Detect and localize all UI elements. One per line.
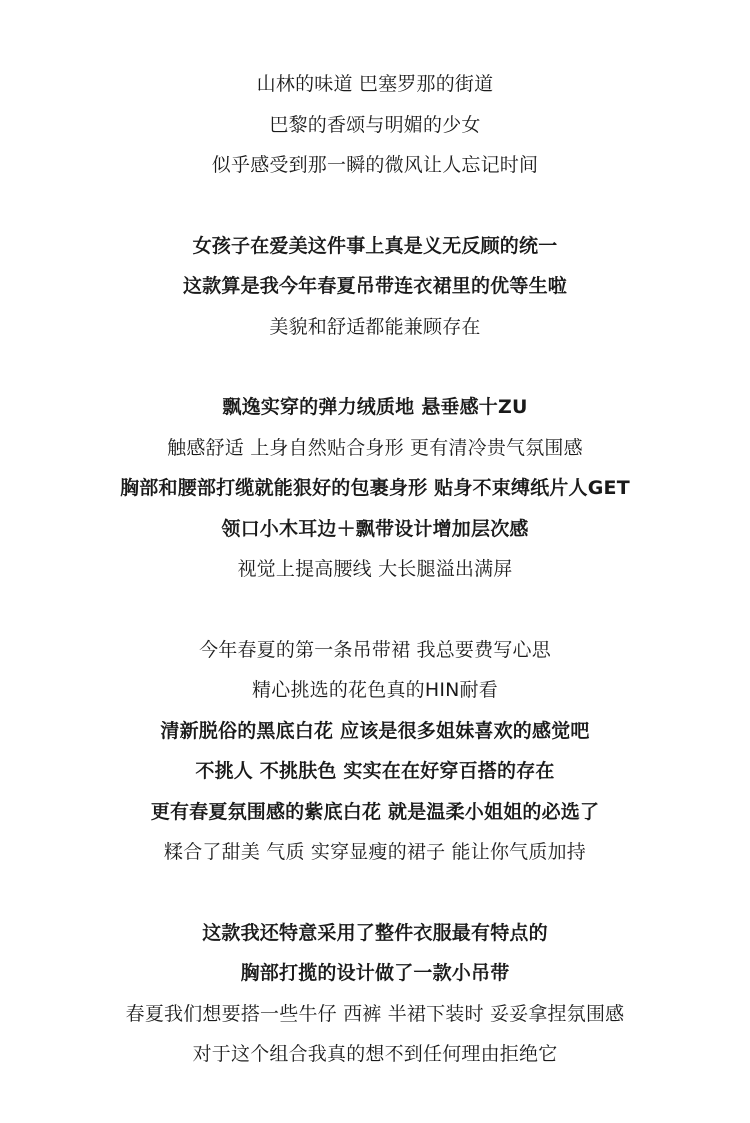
text-line: 触感舒适 上身自然贴合身形 更有清冷贵气氛围感 xyxy=(167,436,583,459)
paragraph-2 xyxy=(0,226,750,348)
text-line: 视觉上提高腰线 大长腿溢出满屏 xyxy=(237,558,513,580)
text-line-bold: 不挑人 不挑肤色 实实在在好穿百搭的存在 xyxy=(195,760,555,782)
text-line: 对于这个组合我真的想不到任何理由拒绝它 xyxy=(192,1043,558,1065)
text-line-bold: 胸部打揽的设计做了一款小吊带 xyxy=(240,962,510,984)
text-line: 精心挑选的花色真的HIN耐看 xyxy=(252,679,498,701)
text-line-bold: 这款算是我今年春夏吊带连衣裙里的优等生啦 xyxy=(182,275,567,297)
paragraph-1 xyxy=(0,64,750,186)
text-line: 巴黎的香颂与明媚的少女 xyxy=(269,113,481,136)
text-line-bold: 领口小木耳边＋飘带设计增加层次感 xyxy=(221,517,529,540)
paragraph-4 xyxy=(0,630,750,873)
text-line-bold: 胸部和腰部打缆就能狠好的包裹身形 贴身不束缚纸片人GET xyxy=(120,477,630,499)
text-line-bold: 这款我还特意采用了整件衣服最有特点的 xyxy=(202,921,548,944)
text-line: 似乎感受到那一瞬的微风让人忘记时间 xyxy=(211,154,539,176)
text-line: 今年春夏的第一条吊带裙 我总要费写心思 xyxy=(199,638,551,661)
text-line: 山林的味道 巴塞罗那的街道 xyxy=(256,73,494,95)
text-line-bold: 女孩子在爱美这件事上真是义无反顾的统一 xyxy=(192,234,558,257)
text-line-bold: 更有春夏氛围感的紫底白花 就是温柔小姐姐的必选了 xyxy=(150,800,600,823)
text-line-bold: 飘逸实穿的弹力绒质地 悬垂感十ZU xyxy=(222,396,528,418)
text-line: 春夏我们想要搭一些牛仔 西裤 半裙下装时 妥妥拿捏氛围感 xyxy=(125,1002,625,1025)
paragraph-3 xyxy=(0,387,750,590)
paragraph-5 xyxy=(0,913,750,1075)
text-line: 美貌和舒适都能兼顾存在 xyxy=(269,315,481,338)
text-line: 糅合了甜美 气质 实穿显瘦的裙子 能让你气质加持 xyxy=(164,841,586,863)
product-description xyxy=(0,64,750,1115)
text-line-bold: 清新脱俗的黑底白花 应该是很多姐妹喜欢的感觉吧 xyxy=(160,719,590,742)
